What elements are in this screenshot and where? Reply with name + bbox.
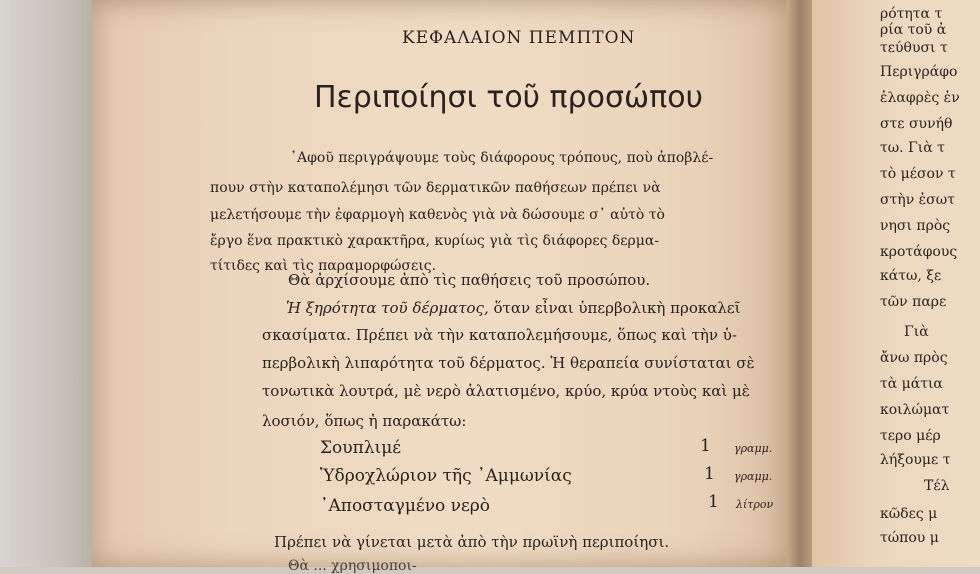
facing-line: ἄνω πρὸς <box>880 350 948 366</box>
paragraph-line: τίτιδες καὶ τὶς παραμορφώσεις. <box>210 258 437 274</box>
recipe-quantity: 1 <box>708 492 719 512</box>
recipe-unit: γραμμ. <box>734 470 773 483</box>
paragraph-line: πουν στὴν καταπολέμησι τῶν δερματικῶν παθήσεων πρέπει νὰ <box>210 180 661 196</box>
facing-line: Περιγράφο <box>880 64 958 80</box>
paragraph-line: τονωτικὰ λουτρά, μὲ νερὸ ἁλατισμένο, κρύο, κρύα ντοὺς καὶ μὲ <box>262 382 750 400</box>
recipe-quantity: 1 <box>704 464 715 484</box>
page-title: Περιποίησι τοῦ προσώπου <box>314 80 703 115</box>
recipe-quantity: 1 <box>700 436 711 456</box>
facing-line: στε συνήθ <box>880 116 953 132</box>
facing-line: τερο μέρ <box>880 428 941 444</box>
previous-page-edge <box>0 0 96 567</box>
paragraph-line: ἔργο ἕνα πρακτικὸ χαρακτῆρα, κυρίως γιὰ τὶς διάφορες δερμα- <box>210 233 660 249</box>
facing-line: τὰ μάτια <box>880 376 943 392</box>
facing-page <box>812 0 980 567</box>
paragraph-line: σκασίματα. Πρέπει νὰ τὴν καταπολεμήσουμε, ὅπως καὶ τὴν ὑ- <box>262 326 737 344</box>
recipe-ingredient: ᾿Αποσταγμένο νερὸ <box>320 496 491 516</box>
paragraph-line: μελετήσουμε τὴν ἐφαρμογὴ καθενὸς γιὰ νὰ δώσουμε σ᾿ αὐτὸ τὸ <box>210 207 665 223</box>
paragraph-line: ᾿Αφοῦ περιγράψουμε τοὺς διάφορους τρόπους, ποὺ ἀποβλέ- <box>290 150 714 166</box>
paragraph-line: Πρέπει νὰ γίνεται μετὰ ἀπὸ τὴν πρωϊνὴ περιποίησι. <box>274 533 670 551</box>
facing-line: κροτάφους <box>880 244 958 260</box>
paragraph-line <box>286 299 741 317</box>
italic-term: Ἡ ξηρότητα τοῦ δέρματος, <box>286 299 489 317</box>
facing-line: λήξουμε τ <box>880 452 951 468</box>
facing-line: τὸ μέσον τ <box>880 166 956 182</box>
chapter-heading: ΚΕΦΑΛΑΙΟΝ ΠΕΜΠΤΟΝ <box>402 28 636 48</box>
facing-line: Τέλ <box>924 478 950 494</box>
recipe-ingredient: Ὑδροχλώριον τῆς ᾿Αμμωνίας <box>320 466 572 486</box>
paragraph-line: λοσιόν, ὅπως ἡ παρακάτω: <box>262 412 467 430</box>
facing-line: Γιὰ <box>904 324 929 340</box>
paragraph-line: περβολικὴ λιπαρότητα τοῦ δέρματος. Ἡ θεραπεία συνίσταται σὲ <box>262 354 755 372</box>
facing-line: στὴν ἐσωτ <box>880 192 955 208</box>
paragraph-text: ὅταν εἶναι ὑπερβολικὴ προκαλεῖ <box>488 299 741 317</box>
recipe-unit: γραμμ. <box>734 442 773 455</box>
facing-line: τεύθυσι τ <box>880 40 948 56</box>
facing-line: κοιλώματ <box>880 402 950 418</box>
facing-line: ρία τοῦ ἀ <box>880 22 947 38</box>
book-page <box>92 0 802 574</box>
recipe-ingredient: Σουπλιμέ <box>320 438 402 458</box>
facing-line: νησι πρὸς <box>880 218 951 234</box>
facing-line: ἐλαφρὲς ἐν <box>880 90 960 106</box>
paragraph-line-cut: Θὰ ... χρησιμοποι- <box>288 558 417 574</box>
facing-line: τω. Γιὰ τ <box>880 140 945 156</box>
facing-line: ρότητα τ <box>880 6 943 22</box>
facing-line: τώπου μ <box>880 530 939 546</box>
recipe-unit: λίτρον <box>736 498 774 511</box>
facing-line: κάτω, ξε <box>880 268 942 284</box>
facing-line: κῶδες μ <box>880 506 938 522</box>
facing-line: τῶν παρε <box>880 294 947 310</box>
paragraph-line: Θὰ ἀρχίσουμε ἀπὸ τὶς παθήσεις τοῦ προσώπου. <box>288 271 651 289</box>
